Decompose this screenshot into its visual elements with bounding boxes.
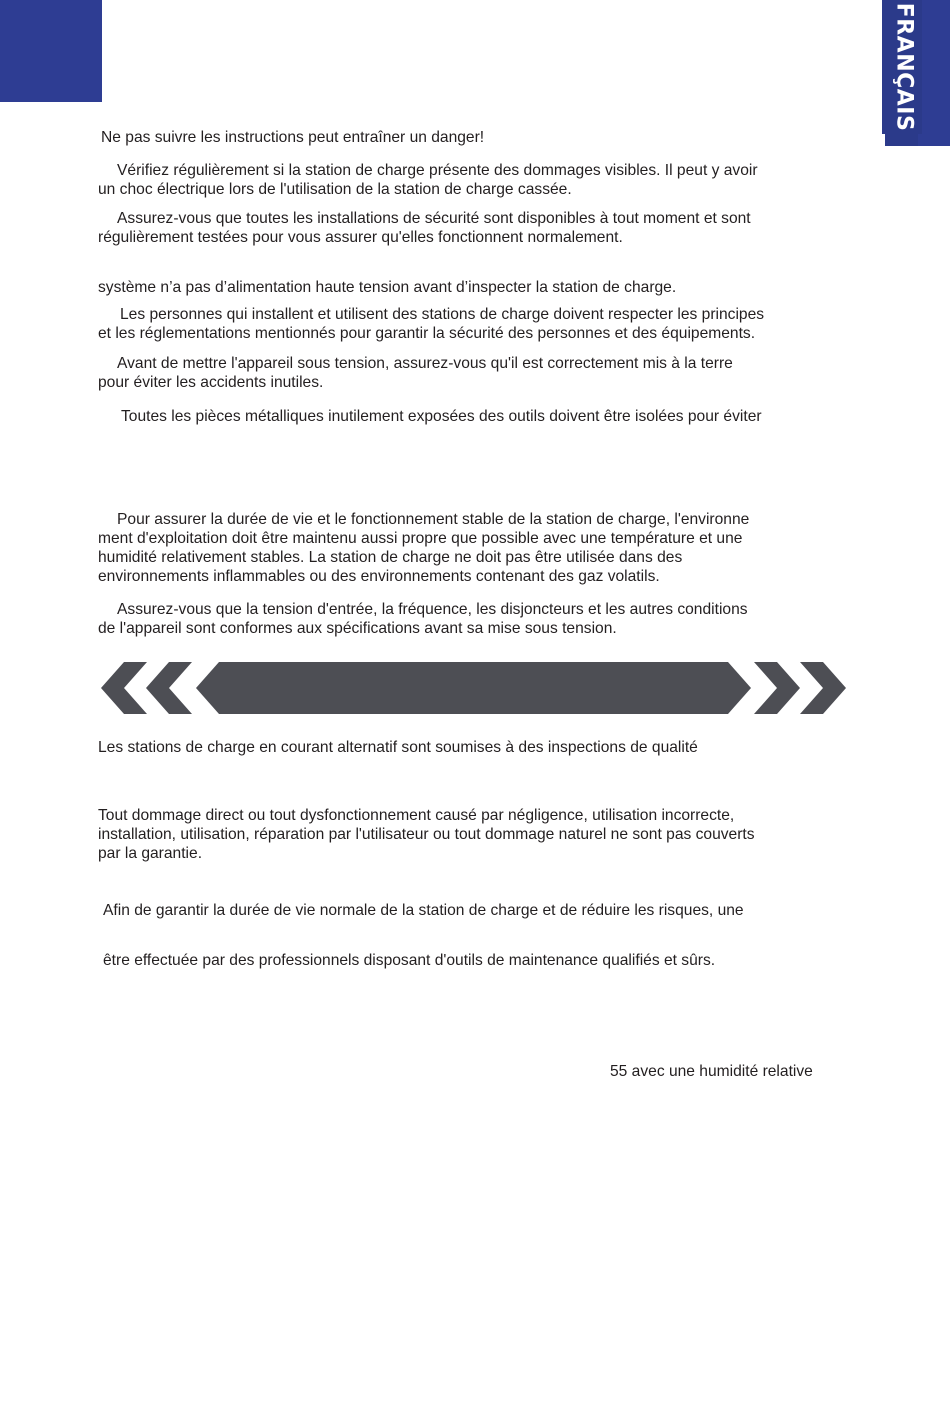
- banner-left-chevron-outer: [101, 662, 147, 714]
- banner-bar: [196, 662, 751, 714]
- warning-text: Ne pas suivre les instructions peut entraîner un danger!: [101, 129, 485, 146]
- safety-paragraph-3: système n’a pas d’alimentation haute tension avant d’inspecter la station de charge.: [98, 279, 677, 296]
- safety-paragraph-2: Assurez-vous que toutes les installations de sécurité sont disponibles à tout moment et sont régulièrement testées pour vous assurer qu'elles fonctionnent normalement.: [98, 210, 751, 246]
- safety-paragraph-5: Avant de mettre l'appareil sous tension, assurez-vous qu'il est correctement mis à la terre pour éviter les accidents inutiles.: [98, 355, 733, 391]
- corner-color-block: [0, 0, 102, 102]
- safety-paragraph-7: Pour assurer la durée de vie et le fonctionnement stable de la station de charge, l'environne ment d'exploitation doit être maintenu aussi propre que possible avec une température et une humidité relativement stables. La station de charge ne doit pas être utilisée dans des environnements inflammables ou des environnements contenant des gaz volatils.: [98, 511, 750, 585]
- warranty-paragraph-5: 55 avec une humidité relative: [610, 1063, 813, 1080]
- language-tab-shadow: [885, 134, 918, 146]
- warranty-paragraph-4: être effectuée par des professionnels disposant d'outils de maintenance qualifiés et sûrs.: [103, 952, 716, 969]
- language-tab-label: FRANÇAIS: [891, 2, 917, 132]
- banner-left-chevron-inner: [146, 662, 192, 714]
- warranty-paragraph-1: Les stations de charge en courant alternatif sont soumises à des inspections de qualité: [98, 739, 698, 756]
- banner-right-chevron-inner: [754, 662, 800, 714]
- safety-paragraph-6: Toutes les pièces métalliques inutilement exposées des outils doivent être isolées pour éviter: [121, 408, 762, 425]
- banner-right-chevron-outer: [800, 662, 846, 714]
- section-banner: [98, 662, 848, 714]
- warranty-paragraph-2: Tout dommage direct ou tout dysfonctionnement causé par négligence, utilisation incorrecte, installation, utilisation, réparation par l'utilisateur ou tout dommage naturel ne sont pas couverts par la garantie.: [98, 807, 755, 862]
- safety-paragraph-8: Assurez-vous que la tension d'entrée, la fréquence, les disjoncteurs et les autres conditions de l'appareil sont conformes aux spécifications avant sa mise sous tension.: [98, 601, 748, 637]
- safety-paragraph-4: Les personnes qui installent et utilisent des stations de charge doivent respecter les principes et les réglementations mentionnés pour garantir la sécurité des personnes et des équipements.: [98, 306, 765, 342]
- warranty-paragraph-3: Afin de garantir la durée de vie normale de la station de charge et de réduire les risques, une: [103, 902, 744, 919]
- safety-paragraph-1: Vérifiez régulièrement si la station de charge présente des dommages visibles. Il peut y avoir un choc électrique lors de l'utilisation de la station de charge cassée.: [98, 162, 758, 198]
